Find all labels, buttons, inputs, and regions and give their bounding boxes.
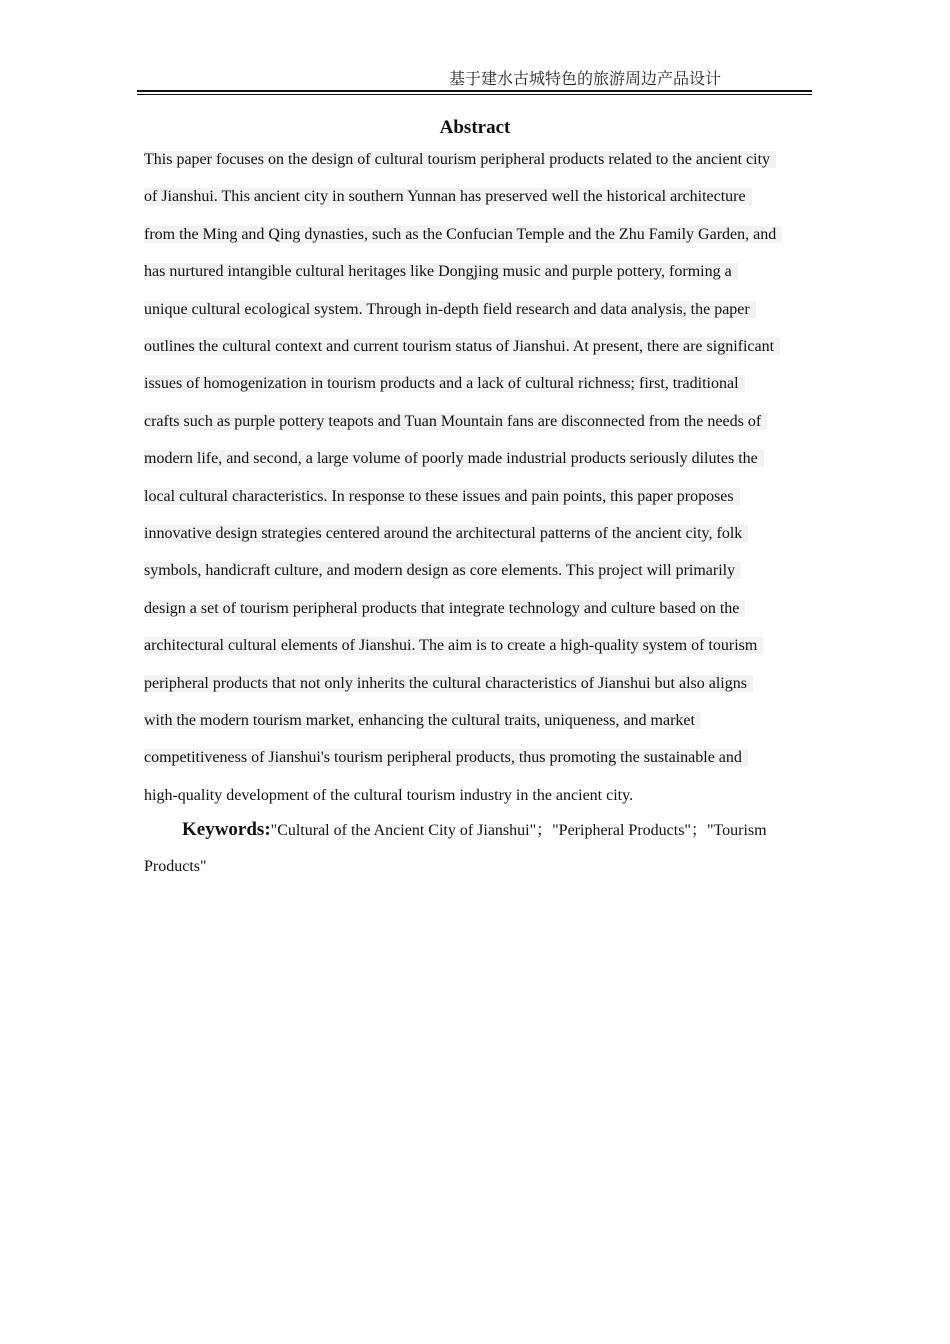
abstract-line: of Jianshui. This ancient city in southern Yunnan has preserved well the historical architecture (144, 186, 752, 208)
abstract-title: Abstract (439, 117, 511, 138)
abstract-line: modern life, and second, a large volume of poorly made industrial products seriously dilutes the (144, 448, 764, 470)
header-rule (137, 90, 812, 95)
abstract-line: architectural cultural elements of Jianshui. The aim is to create a high-quality system of tourism (144, 635, 763, 657)
abstract-line: This paper focuses on the design of cultural tourism peripheral products related to the ancient city (144, 149, 776, 171)
abstract-line: innovative design strategies centered around the architectural patterns of the ancient city, folk (144, 523, 748, 545)
abstract-line: issues of homogenization in tourism products and a lack of cultural richness; first, traditional (144, 373, 745, 395)
keywords-text-continued: Products" (144, 858, 207, 875)
abstract-line: peripheral products that not only inherits the cultural characteristics of Jianshui but also aligns (144, 673, 753, 695)
abstract-line: from the Ming and Qing dynasties, such as the Confucian Temple and the Zhu Family Garden, and (144, 224, 782, 246)
abstract-line: has nurtured intangible cultural heritages like Dongjing music and purple pottery, forming a (144, 261, 738, 283)
keywords-text: "Cultural of the Ancient City of Jianshui"；"Peripheral Products"；"Tourism (270, 822, 767, 839)
abstract-line: crafts such as purple pottery teapots and Tuan Mountain fans are disconnected from the needs of (144, 411, 767, 433)
abstract-line: design a set of tourism peripheral products that integrate technology and culture based on the (144, 598, 745, 620)
abstract-line: high-quality development of the cultural tourism industry in the ancient city. (144, 786, 634, 804)
abstract-line: with the modern tourism market, enhancing the cultural traits, uniqueness, and market (144, 710, 701, 732)
abstract-line: competitiveness of Jianshui's tourism peripheral products, thus promoting the sustainable and (144, 747, 748, 769)
keywords-label: Keywords: (182, 819, 271, 840)
abstract-line: unique cultural ecological system. Through in-depth field research and data analysis, the paper (144, 299, 756, 321)
abstract-line: outlines the cultural context and current tourism status of Jianshui. At present, there are significant (144, 336, 780, 358)
keywords-line (144, 855, 207, 879)
abstract-line: local cultural characteristics. In response to these issues and pain points, this paper proposes (144, 486, 740, 508)
keywords-line (182, 818, 767, 842)
abstract-line: symbols, handicraft culture, and modern design as core elements. This project will primarily (144, 560, 741, 582)
running-header: 基于建水古城特色的旅游周边产品设计 (449, 69, 722, 88)
